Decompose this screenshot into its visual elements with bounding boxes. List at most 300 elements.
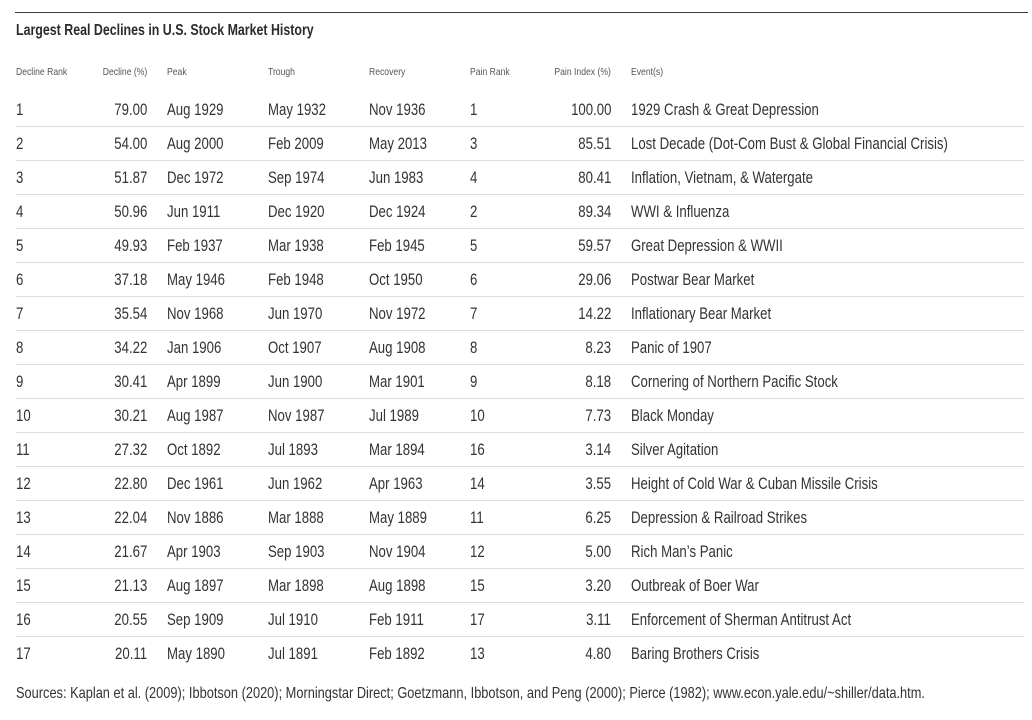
cell-peak: [167, 263, 239, 297]
cell-decline-rank: [16, 127, 25, 161]
cell-decline-pct: [80, 501, 147, 535]
cell-trough: [268, 569, 338, 603]
cell-events-text: 1929 Crash & Great Depression: [631, 101, 819, 119]
cell-decline-pct-text: 50.96: [113, 203, 147, 221]
cell-trough-text: Mar 1938: [268, 237, 324, 255]
cell-pain-rank-text: 3: [470, 135, 478, 153]
cell-recovery-text: Feb 1945: [369, 237, 425, 255]
cell-events-text: Depression & Railroad Strikes: [631, 509, 808, 527]
cell-pain-index: [530, 331, 611, 365]
cell-decline-pct-text: 21.67: [113, 543, 147, 561]
cell-decline-pct: [80, 161, 147, 195]
cell-decline-rank-text: 12: [16, 475, 31, 493]
cell-decline-rank-text: 5: [16, 237, 24, 255]
cell-trough-text: Jul 1893: [268, 441, 318, 459]
cell-trough-text: Feb 2009: [268, 135, 324, 153]
cell-pain-index-text: 59.57: [577, 237, 611, 255]
table-row: [0, 127, 1032, 161]
cell-pain-index-text: 7.73: [585, 407, 611, 425]
cell-events-text: Rich Man’s Panic: [631, 543, 733, 561]
cell-events: [631, 331, 732, 365]
cell-trough: [268, 195, 339, 229]
cell-pain-index: [530, 535, 611, 569]
cell-decline-pct: [80, 263, 147, 297]
cell-decline-rank: [16, 93, 25, 127]
cell-decline-pct-text: 51.87: [113, 169, 147, 187]
cell-trough: [268, 365, 336, 399]
cell-pain-index-text: 3.55: [585, 475, 611, 493]
cell-recovery: [369, 93, 440, 127]
cell-decline-rank-text: 9: [16, 373, 24, 391]
cell-events: [631, 501, 851, 535]
cell-pain-rank-text: 5: [470, 237, 478, 255]
cell-decline-rank-text: 15: [16, 577, 31, 595]
cell-peak: [167, 195, 234, 229]
cell-pain-rank-text: 2: [470, 203, 478, 221]
cell-decline-pct: [80, 399, 147, 433]
cell-decline-pct: [80, 365, 147, 399]
cell-trough-text: Jun 1962: [268, 475, 323, 493]
table-row: [0, 161, 1032, 195]
cell-pain-index-text: 4.80: [585, 645, 611, 663]
cell-decline-rank: [16, 637, 34, 671]
cell-pain-index: [530, 569, 611, 603]
cell-decline-rank-text: 10: [16, 407, 31, 425]
cell-decline-rank: [16, 263, 25, 297]
cell-pain-rank-text: 13: [470, 645, 485, 663]
cell-recovery: [369, 195, 440, 229]
cell-recovery-text: Nov 1972: [369, 305, 426, 323]
cell-recovery-text: Nov 1904: [369, 543, 426, 561]
cell-trough-text: May 1932: [268, 101, 326, 119]
cell-decline-rank-text: 1: [16, 101, 24, 119]
cell-decline-pct: [80, 297, 147, 331]
cell-trough: [268, 229, 338, 263]
cell-decline-pct: [80, 637, 147, 671]
cell-pain-rank-text: 12: [470, 543, 485, 561]
table-title-text: Largest Real Declines in U.S. Stock Market History: [16, 22, 314, 39]
cell-decline-rank-text: 7: [16, 305, 24, 323]
cell-events-text: Silver Agitation: [631, 441, 719, 459]
cell-recovery-text: Dec 1924: [369, 203, 426, 221]
cell-pain-rank: [470, 93, 479, 127]
cell-events: [631, 433, 740, 467]
cell-trough-text: Feb 1948: [268, 271, 324, 289]
cell-peak-text: May 1890: [167, 645, 225, 663]
cell-recovery: [369, 637, 439, 671]
cell-peak-text: Feb 1937: [167, 237, 223, 255]
cell-pain-rank-text: 6: [470, 271, 478, 289]
cell-decline-pct: [80, 569, 147, 603]
table-header: [0, 63, 1032, 81]
cell-recovery-text: May 1889: [369, 509, 427, 527]
cell-pain-rank: [470, 195, 479, 229]
cell-events: [631, 127, 1027, 161]
table-row: [0, 399, 1032, 433]
cell-trough-text: Sep 1903: [268, 543, 325, 561]
top-rule: [15, 12, 1028, 13]
cell-decline-rank-text: 3: [16, 169, 24, 187]
cell-decline-rank: [16, 229, 25, 263]
cell-trough: [268, 263, 338, 297]
header-pain-rank-text: Pain Rank: [470, 66, 510, 78]
cell-trough: [268, 399, 339, 433]
cell-pain-index: [530, 603, 611, 637]
cell-decline-pct: [80, 331, 147, 365]
cell-trough: [268, 433, 330, 467]
cell-decline-rank: [16, 365, 25, 399]
cell-recovery: [369, 433, 439, 467]
cell-peak: [167, 569, 238, 603]
cell-peak-text: Aug 2000: [167, 135, 224, 153]
cell-pain-index: [530, 161, 611, 195]
cell-decline-rank-text: 16: [16, 611, 31, 629]
cell-pain-rank-text: 4: [470, 169, 478, 187]
header-decline-rank-text: Decline Rank: [16, 66, 68, 78]
cell-trough-text: Dec 1920: [268, 203, 325, 221]
cell-decline-rank: [16, 331, 25, 365]
cell-events: [631, 467, 939, 501]
cell-pain-index: [530, 501, 611, 535]
cell-pain-rank: [470, 603, 488, 637]
cell-recovery: [369, 331, 440, 365]
sources-note-text: Sources: Kaplan et al. (2009); Ibbotson (2020); Morningstar Direct; Goetzmann, Ibbotson, and Peng (2000); Pierce (1982); www.econ.yale.edu/~shiller/data.htm.: [16, 685, 925, 702]
cell-recovery-text: Mar 1901: [369, 373, 425, 391]
cell-recovery: [369, 229, 439, 263]
cell-trough-text: Jul 1891: [268, 645, 318, 663]
cell-decline-pct: [80, 433, 147, 467]
cell-peak-text: May 1946: [167, 271, 225, 289]
cell-pain-index-text: 85.51: [577, 135, 611, 153]
cell-peak: [167, 229, 237, 263]
cell-peak-text: Nov 1886: [167, 509, 224, 527]
cell-peak: [167, 297, 238, 331]
cell-peak-text: Aug 1929: [167, 101, 224, 119]
cell-events-text: Great Depression & WWII: [631, 237, 783, 255]
cell-recovery-text: May 2013: [369, 135, 427, 153]
cell-decline-pct: [80, 535, 147, 569]
cell-decline-rank-text: 17: [16, 645, 31, 663]
table-row: [0, 263, 1032, 297]
table-row: [0, 195, 1032, 229]
cell-recovery: [369, 399, 431, 433]
cell-events-text: Inflationary Bear Market: [631, 305, 772, 323]
header-decline-pct-text: Decline (%): [102, 66, 147, 78]
cell-events: [631, 535, 758, 569]
cell-decline-pct-text: 20.55: [113, 611, 147, 629]
cell-recovery-text: Nov 1936: [369, 101, 426, 119]
cell-recovery: [369, 569, 440, 603]
header-decline-pct: [70, 63, 147, 81]
cell-events-text: Cornering of Northern Pacific Stock: [631, 373, 838, 391]
cell-trough: [268, 603, 330, 637]
cell-recovery-text: Aug 1908: [369, 339, 426, 357]
cell-pain-rank: [470, 569, 488, 603]
cell-recovery: [369, 365, 439, 399]
cell-trough: [268, 637, 330, 671]
cell-decline-rank-text: 2: [16, 135, 24, 153]
cell-trough-text: Jun 1900: [268, 373, 323, 391]
cell-decline-rank-text: 13: [16, 509, 31, 527]
cell-decline-pct-text: 30.41: [113, 373, 147, 391]
cell-events-text: Black Monday: [631, 407, 714, 425]
cell-pain-rank-text: 17: [470, 611, 485, 629]
header-recovery: [369, 63, 413, 81]
cell-decline-rank: [16, 501, 34, 535]
cell-peak: [167, 603, 238, 637]
cell-events-text: Enforcement of Sherman Antitrust Act: [631, 611, 852, 629]
cell-pain-index-text: 29.06: [577, 271, 611, 289]
cell-pain-rank-text: 15: [470, 577, 485, 595]
cell-trough: [268, 93, 340, 127]
cell-pain-index: [530, 297, 611, 331]
table-title: [16, 21, 388, 41]
cell-pain-rank: [470, 535, 488, 569]
cell-pain-rank-text: 16: [470, 441, 485, 459]
cell-pain-rank: [470, 161, 479, 195]
cell-pain-index: [530, 229, 611, 263]
cell-trough: [268, 161, 339, 195]
table-row: [0, 569, 1032, 603]
header-pain-index-text: Pain Index (%): [554, 66, 611, 78]
cell-trough: [268, 127, 338, 161]
table-row: [0, 467, 1032, 501]
cell-decline-rank-text: 11: [16, 441, 30, 459]
cell-peak-text: Dec 1961: [167, 475, 224, 493]
table-row: [0, 535, 1032, 569]
cell-events-text: Panic of 1907: [631, 339, 712, 357]
cell-peak-text: Oct 1892: [167, 441, 221, 459]
cell-decline-rank-text: 8: [16, 339, 24, 357]
table-row: [0, 365, 1032, 399]
cell-pain-index: [530, 399, 611, 433]
cell-pain-rank: [470, 229, 479, 263]
cell-pain-rank-text: 11: [470, 509, 484, 527]
cell-decline-pct-text: 22.80: [113, 475, 147, 493]
cell-recovery-text: Jun 1983: [369, 169, 424, 187]
cell-pain-index-text: 5.00: [585, 543, 611, 561]
cell-events: [631, 229, 821, 263]
cell-decline-rank: [16, 467, 34, 501]
cell-peak-text: Jun 1911: [167, 203, 221, 221]
cell-trough-text: Jul 1910: [268, 611, 318, 629]
table-row: [0, 603, 1032, 637]
cell-peak-text: Apr 1903: [167, 543, 221, 561]
cell-decline-pct-text: 27.32: [113, 441, 147, 459]
cell-recovery-text: Aug 1898: [369, 577, 426, 595]
cell-peak-text: Jan 1906: [167, 339, 222, 357]
table-row: [0, 93, 1032, 127]
cell-decline-rank-text: 14: [16, 543, 31, 561]
cell-peak-text: Apr 1899: [167, 373, 221, 391]
cell-pain-rank: [470, 433, 488, 467]
cell-pain-index-text: 80.41: [577, 169, 611, 187]
cell-decline-pct-text: 30.21: [113, 407, 147, 425]
header-peak-text: Peak: [167, 66, 187, 78]
cell-pain-index: [530, 127, 611, 161]
cell-decline-rank: [16, 399, 34, 433]
cell-recovery: [369, 127, 441, 161]
cell-trough: [268, 535, 339, 569]
table-row: [0, 297, 1032, 331]
cell-pain-index: [530, 195, 611, 229]
cell-events: [631, 93, 866, 127]
cell-pain-rank: [470, 127, 479, 161]
cell-peak: [167, 467, 238, 501]
cell-events: [631, 399, 735, 433]
cell-trough-text: Mar 1898: [268, 577, 324, 595]
cell-decline-pct-text: 34.22: [113, 339, 147, 357]
cell-events-text: Postwar Bear Market: [631, 271, 755, 289]
cell-decline-pct-text: 20.11: [114, 645, 147, 663]
cell-events-text: WWI & Influenza: [631, 203, 730, 221]
cell-events: [631, 263, 785, 297]
cell-trough: [268, 501, 338, 535]
table-row: [0, 229, 1032, 263]
cell-pain-index-text: 100.00: [570, 101, 611, 119]
cell-pain-index-text: 6.25: [585, 509, 611, 527]
cell-events: [631, 195, 754, 229]
table-row: [0, 637, 1032, 671]
cell-recovery: [369, 263, 436, 297]
cell-decline-rank: [16, 195, 25, 229]
cell-pain-index: [530, 263, 611, 297]
cell-recovery-text: Oct 1950: [369, 271, 423, 289]
cell-pain-rank-text: 8: [470, 339, 478, 357]
cell-decline-pct: [80, 93, 147, 127]
cell-events-text: Height of Cold War & Cuban Missile Crisis: [631, 475, 878, 493]
cell-pain-rank: [470, 399, 488, 433]
header-recovery-text: Recovery: [369, 66, 406, 78]
cell-recovery-text: Apr 1963: [369, 475, 423, 493]
cell-peak-text: Aug 1897: [167, 577, 224, 595]
cell-decline-pct: [80, 467, 147, 501]
cell-pain-index-text: 3.14: [585, 441, 611, 459]
cell-decline-rank: [16, 535, 34, 569]
cell-pain-index: [530, 467, 611, 501]
header-pain-rank: [470, 63, 518, 81]
header-peak: [167, 63, 191, 81]
cell-pain-rank: [470, 501, 487, 535]
cell-recovery: [369, 161, 437, 195]
cell-peak-text: Aug 1987: [167, 407, 224, 425]
cell-decline-pct-text: 37.18: [113, 271, 147, 289]
cell-trough: [268, 331, 335, 365]
cell-pain-index: [530, 93, 611, 127]
cell-trough: [268, 467, 336, 501]
cell-decline-pct: [80, 229, 147, 263]
cell-pain-rank: [470, 263, 479, 297]
cell-peak: [167, 501, 238, 535]
cell-recovery: [369, 467, 436, 501]
cell-decline-pct-text: 79.00: [113, 101, 147, 119]
cell-peak-text: Dec 1972: [167, 169, 224, 187]
cell-events: [631, 161, 858, 195]
cell-pain-rank-text: 1: [470, 101, 478, 119]
header-pain-index: [520, 63, 611, 81]
cell-trough-text: Jun 1970: [268, 305, 323, 323]
cell-events: [631, 297, 806, 331]
cell-decline-rank: [16, 433, 33, 467]
cell-pain-rank: [470, 467, 488, 501]
cell-recovery: [369, 535, 440, 569]
cell-peak: [167, 433, 234, 467]
cell-peak: [167, 331, 235, 365]
cell-decline-pct-text: 49.93: [113, 237, 147, 255]
cell-pain-index-text: 14.22: [577, 305, 611, 323]
cell-recovery-text: Feb 1892: [369, 645, 425, 663]
cell-pain-index: [530, 637, 611, 671]
cell-events: [631, 603, 906, 637]
cell-recovery-text: Jul 1989: [369, 407, 419, 425]
cell-pain-rank-text: 10: [470, 407, 485, 425]
header-events-text: Event(s): [631, 66, 664, 78]
cell-peak: [167, 399, 238, 433]
cell-decline-pct-text: 21.13: [113, 577, 147, 595]
cell-decline-rank: [16, 161, 25, 195]
cell-recovery: [369, 603, 438, 637]
cell-pain-rank-text: 9: [470, 373, 478, 391]
cell-trough: [268, 297, 336, 331]
cell-decline-rank: [16, 297, 25, 331]
cell-events-text: Baring Brothers Crisis: [631, 645, 760, 663]
cell-pain-index-text: 89.34: [577, 203, 611, 221]
cell-pain-rank: [470, 297, 479, 331]
cell-peak: [167, 535, 234, 569]
cell-trough-text: Nov 1987: [268, 407, 325, 425]
cell-pain-rank-text: 14: [470, 475, 485, 493]
cell-trough-text: Mar 1888: [268, 509, 324, 527]
cell-pain-index-text: 3.11: [586, 611, 611, 629]
header-events: [631, 63, 670, 81]
cell-peak: [167, 127, 238, 161]
table-row: [0, 331, 1032, 365]
cell-peak: [167, 637, 239, 671]
cell-decline-rank: [16, 569, 34, 603]
cell-events-text: Lost Decade (Dot-Com Bust & Global Financial Crisis): [631, 135, 948, 153]
cell-pain-index-text: 8.18: [585, 373, 611, 391]
cell-trough-text: Oct 1907: [268, 339, 322, 357]
cell-peak: [167, 93, 238, 127]
cell-pain-index: [530, 433, 611, 467]
cell-pain-rank: [470, 637, 488, 671]
cell-peak-text: Nov 1968: [167, 305, 224, 323]
cell-events: [631, 637, 791, 671]
cell-events-text: Inflation, Vietnam, & Watergate: [631, 169, 813, 187]
cell-decline-pct-text: 22.04: [113, 509, 147, 527]
cell-events-text: Outbreak of Boer War: [631, 577, 759, 595]
cell-trough-text: Sep 1974: [268, 169, 325, 187]
header-trough-text: Trough: [268, 66, 295, 78]
cell-recovery: [369, 501, 441, 535]
cell-decline-rank-text: 6: [16, 271, 24, 289]
table-row: [0, 501, 1032, 535]
cell-pain-index: [530, 365, 611, 399]
table-row: [0, 433, 1032, 467]
cell-decline-rank-text: 4: [16, 203, 24, 221]
cell-recovery: [369, 297, 440, 331]
cell-events: [631, 365, 890, 399]
cell-decline-pct: [80, 195, 147, 229]
cell-pain-rank: [470, 331, 479, 365]
cell-recovery-text: Mar 1894: [369, 441, 425, 459]
cell-events: [631, 569, 791, 603]
cell-peak: [167, 365, 234, 399]
header-trough: [268, 63, 301, 81]
cell-decline-pct-text: 35.54: [113, 305, 147, 323]
cell-peak: [167, 161, 238, 195]
cell-decline-pct-text: 54.00: [113, 135, 147, 153]
